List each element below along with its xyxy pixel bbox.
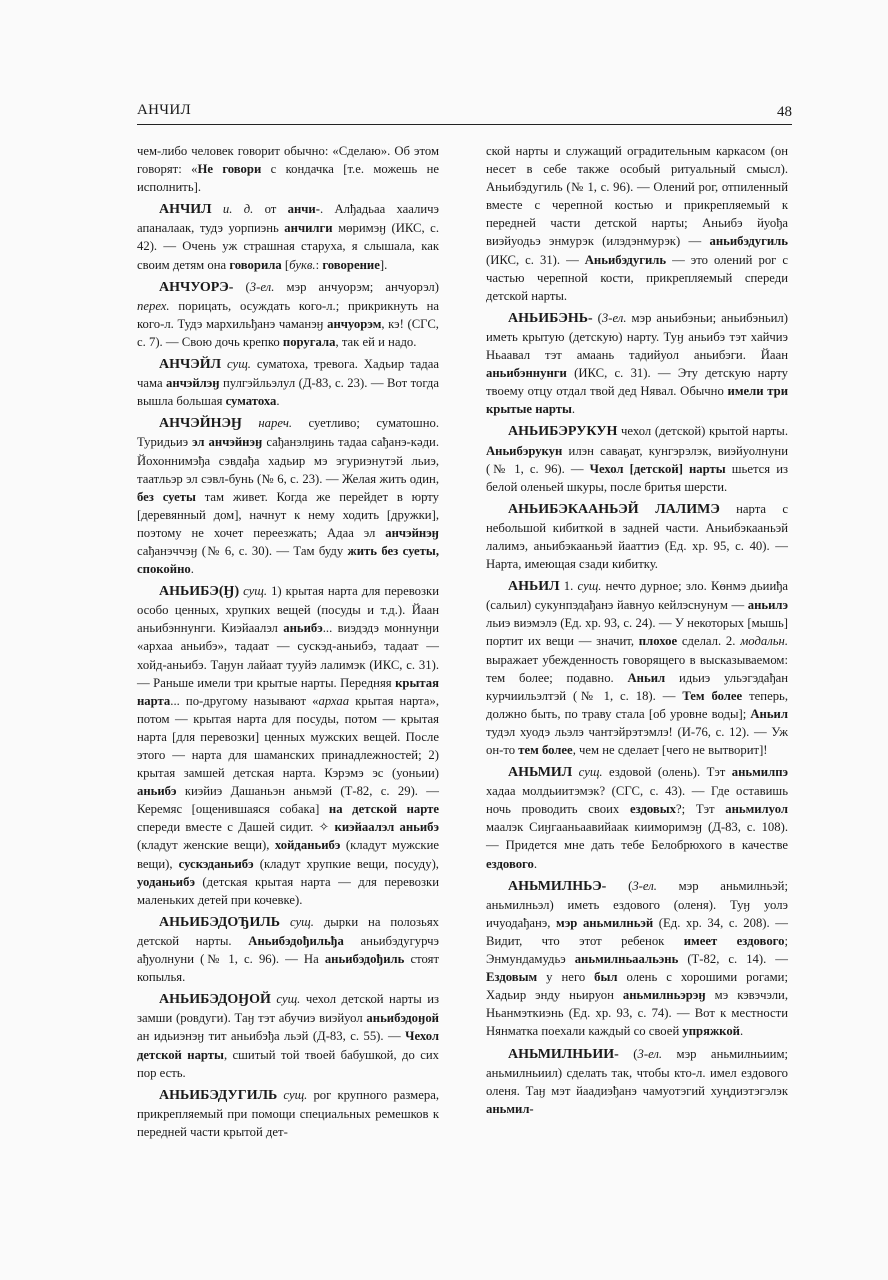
entry-paragraph: АНЬИБЭДОӇОЙ сущ. чехол детской нарты из замши (ровдуги). Таӈ тэт абучиэ виэйуол аньибэдоӈой ан идьиэнэӈ тит аньибэђа льэй (Д-83, с. 55). — Чехол детской нарты, сшитый той твоей бабушкой, до сих пор есть. xyxy=(137,992,439,1080)
right-column xyxy=(486,142,788,1122)
entry-paragraph: АНЧЭЙНЭӇ нареч. суетливо; суматошно. Туридьиэ эл анчэйнэӈ сађанэлӈинь тадаа сађанэ-кәди. Йохоннимэђа сэвдађа хадьир мэ эгуриэнутэй льиэ, таатльэр эл сэвл-бунь (№ 6, с. 23). — Желая жить один, без суеты там живет. Когда же перейдет в юрту [деревянный дом], начнут к нему ходить [дружки], поэтому не хочет переезжать; Адаа эл анчэйнэӈ сађанэччэӈ (№ 6, с. 30). — Там буду жить без суеты, спокойно. xyxy=(137,416,439,577)
left-column xyxy=(137,142,439,1145)
entry-paragraph: АНЧЭЙЛ сущ. суматоха, тревога. Хадьир тадаа чама анчэйлэӈ пулгэйльэлул (Д-83, с. 23). — Вот тогда вышла большая суматоха. xyxy=(137,357,440,409)
entry-paragraph: АНЬИБЭ(Ӈ) сущ. 1) крытая нарта для перевозки особо ценных, хрупких вещей (посуды и т.д.). Йаан аньибэннунги. Киэйаалэл аньибэ... виэдэдэ моннунӈи «архаа аньибэ», тадаат — сускэд-аньибэ, тадаат — хойд-аньибэ. Таӈун лайаат тууйэ лалимэк (ИКС, с. 31). — Раньше имели три крытые нарты. Передняя крытая нарта... по-другому называют «архаа крытая нарта», потом — крытая нарта для посуды, потом — крытая нарта [для перевозки] ценных мужских вещей. После этого — нарта для шаманских принадлежностей; 2) крытая замшей детская нарта. Кэрэмэ эс (уоньии) аньибэ киэйиэ Дашаньэн аньмэй (Т-82, с. 29). — Керемяс [ощенившаяся собака] на детской нарте спереди вместе с Дашей сидит. ✧ киэйаалэл аньибэ (кладут женские вещи), хойданьибэ (кладут мужские вещи), сускэданьибэ (кладут хрупкие вещи, посуду), уоданьибэ (детская крытая нарта — для перевозки маленьких детей при кочевке). xyxy=(137,584,440,907)
header-headword: АНЧИЛ xyxy=(137,102,191,118)
entry-paragraph: АНЬИЛ 1. сущ. нечто дурное; зло. Көнмэ дьииђа (сальил) сукунпэдађанэ йавнуо кейлэснунум — аньилэ льиэ виэмэлэ (Ед. хр. 93, с. 24). — У некоторых [мышь] портит их вещи — значит, плохое сделал. 2. модальн. выражает убежденность говорящего в высказываемом: тем более; подавно. Аньил идьиэ ульэгэдађан курчиильэлтэй (№ 1, с. 18). — Тем более теперь, должно быть, по траву стала [об уровне воды]; Аньил тудэл хуодэ льэлэ чантэйрэтэмлэ! (И-76, с. 12). — Уж он-то тем более, чем не сделает [чего не вытворит]! xyxy=(486,579,789,757)
header-rule xyxy=(137,124,792,125)
entry-paragraph: АНЬИБЭНЬ- (3-ел. мэр аньибэньи; аньибэньил) иметь крытую (детскую) нарту. Туӈ аньибэ тэт хайчиэ Ньаавал тэт амаань тадийуол аньибэги. Йаан аньибэннунги (ИКС, с. 31). — Эту детскую нарту твоему отцу отдал твой дед Нявал. Обычно имели три крытые нарты. xyxy=(486,310,789,417)
entry-paragraph: АНЬИБЭДОЂИЛЬ сущ. дырки на полозьях детской нарты. Аньибэдођильђа аньибэдугурчэ ађуолнуни (№ 1, с. 96). — На аньибэдођиль стоят копылья. xyxy=(137,914,440,985)
entry-paragraph: АНЬИБЭРУКУН чехол (детской) крытой нарты. Аньибэрукун илэн саваҕат, кунгэрэлэк, виэйуолнуни (№ 1, с. 96). — Чехол [детской] нарты шьется из белой оленьей шкуры, после бритья шерсти. xyxy=(486,424,789,494)
page-number: 48 xyxy=(777,104,792,120)
entry-paragraph: АНЬМИЛНЬИИ- (3-ел. мэр аньмилньиим; аньмилньиил) сделать так, чтобы кто-л. имел ездового оленя. Таӈ мэт йаадиэђанэ чамуотэгий хуңдиэтэгэлэк аньмил- xyxy=(486,1046,788,1116)
entry-paragraph: АНЧУОРЭ- (3-ел. мэр анчуорэм; анчуорэл) перех. порицать, осуждать кого-л.; прикрикнуть на кого-л. Тудэ мархильђанэ чаманэӈ анчуорэм, кэ! (СГС, с. 7). — Свою дочь крепко поругала, так ей и надо. xyxy=(137,279,439,349)
running-header xyxy=(137,100,792,126)
entry-paragraph: АНЧИЛ и. д. от анчи-. Алђадьаа хааличэ апаналаак, тудэ уорпиэнь анчилги мөримэӈ (ИКС, с. 42). — Очень уж страшная старуха, я слышала, как своим детям она говорила [букв.: говорение]. xyxy=(137,202,439,272)
entry-paragraph: чем-либо человек говорит обычно: «Сделаю». Об этом говорят: «Не говори с кондачка [т.е. можешь не исполнить]. xyxy=(137,144,440,195)
entry-paragraph: АНЬИБЭДУГИЛЬ сущ. рог крупного размера, прикрепляемый при помощи специальных ремешков к передней части крытой дет- xyxy=(137,1087,439,1139)
entry-paragraph: ской нарты и служащий оградительным каркасом (он несет в себе также особый ритуальный смысл). Аньибэдугиль (№ 1, с. 96). — Олений рог, отпиленный вместе с черепной костью и прикрепляемый к передней части детской нарты; Аньибэ йуођа виэйуодьэ энмурэк (илэдэнмурэк) — аньибэдугиль (ИКС, с. 31). — Аньибэдугиль — это олений рог с частью черепной кости, прикрепляемый спереди детской нарты. xyxy=(486,144,788,303)
entry-paragraph: АНЬМИЛНЬЭ- (3-ел. мэр аньмилньэй; аньмилньэл) иметь ездового (оленя). Туӈ уолэ ичуодађанэ, мэр аньмилньэй (Ед. хр. 34, с. 208). — Видит, что этот ребенок имеет ездового; Энмундамудьэ аньмилньаальэнь (Т-82, с. 14). — Ездовым у него был олень с хорошими рогами; Хадьир энду ньируон аньмилньэрэӈ мэ кэвэчэли, Ньанмэткиэнь (Ед. хр. 93, с. 74). — Вот к местности Нянматка поехали каждый со своей упряжкой. xyxy=(486,878,789,1039)
entry-paragraph: АНЬМИЛ сущ. ездовой (олень). Тэт аньмилпэ хадаа молдьиитэмэк? (СГС, с. 43). — Где оставишь ночь проводить своих ездовых?; Тэт аньмилуол маалэк Сиӈгааньаавийаак кииморимэӈ (Д-83, с. 108). — Придется мне дать тебе Белобрюхого в качестве ездового. xyxy=(486,765,788,871)
entry-paragraph: АНЬИБЭКААНЬЭЙ ЛАЛИМЭ нарта с небольшой кибиткой в задней части. Аньибэкааньэй лалимэ, аньибэкааньэй йааттиэ (Ед. хр. 95, с. 40). — Нарта, имеющая сзади кибитку. xyxy=(486,501,789,572)
